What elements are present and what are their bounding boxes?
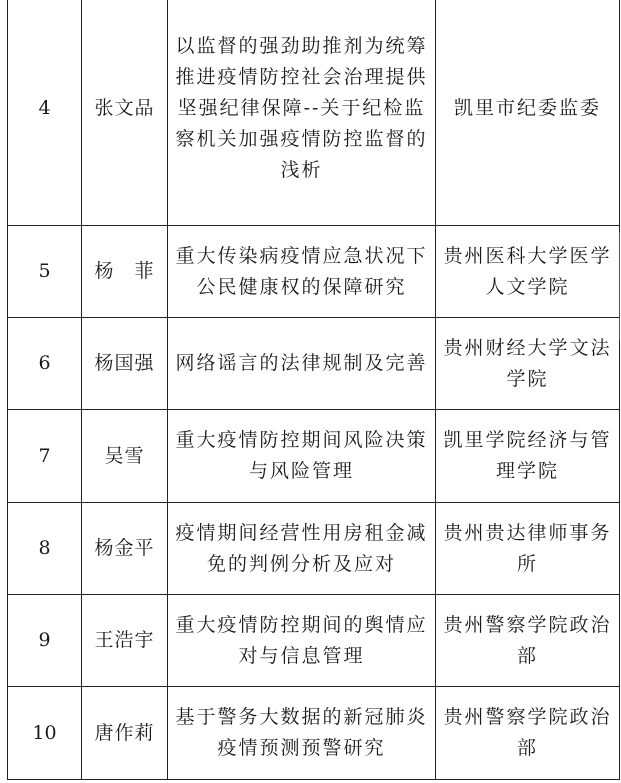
row-number: 10 <box>8 687 82 780</box>
paper-title <box>168 595 436 687</box>
row-number: 5 <box>8 226 82 318</box>
author-unit: 贵州财经大学文法学院 <box>436 318 620 410</box>
paper-title <box>168 503 436 595</box>
paper-title <box>168 226 436 318</box>
row-number: 9 <box>8 595 82 687</box>
author-unit: 凯里学院经济与管理学院 <box>436 410 620 503</box>
paper-title <box>168 0 436 226</box>
paper-title-text: 基于警务大数据的新冠肺炎疫情预测预警研究 <box>175 706 428 759</box>
author-name: 唐作莉 <box>82 687 168 780</box>
author-name: 吴雪 <box>82 410 168 503</box>
author-name: 杨金平 <box>82 503 168 595</box>
table-row <box>8 410 620 503</box>
paper-title-text: 重大传染病疫情应急状况下公民健康权的保障研究 <box>175 244 428 298</box>
paper-title-text: 重大疫情防控期间风险决策与风险管理 <box>175 429 428 482</box>
paper-title <box>168 687 436 780</box>
table-row <box>8 226 620 318</box>
author-name: 杨国强 <box>82 318 168 410</box>
scan-edge-line <box>619 232 620 340</box>
paper-title <box>168 318 436 410</box>
paper-title-text: 重大疫情防控期间的舆情应对与信息管理 <box>175 613 428 667</box>
row-number: 4 <box>8 0 82 226</box>
author-unit: 贵州警察学院政治部 <box>436 687 620 780</box>
row-number: 6 <box>8 318 82 410</box>
table-row <box>8 318 620 410</box>
author-unit: 贵州贵达律师事务所 <box>436 503 620 595</box>
paper-title-text: 以监督的强劲助推剂为统筹推进疫情防控社会治理提供坚强纪律保障--关于纪检监察机关加强疫情防控监督的浅析 <box>175 34 428 181</box>
author-unit: 贵州医科大学医学人文学院 <box>436 226 620 318</box>
table-row <box>8 0 620 226</box>
paper-title-text: 网络谣言的法律规制及完善 <box>175 352 428 374</box>
author-unit: 凯里市纪委监委 <box>436 0 620 226</box>
author-name: 杨 菲 <box>82 226 168 318</box>
table-row <box>8 503 620 595</box>
table-row <box>8 687 620 780</box>
paper-title-text: 疫情期间经营性用房租金减免的判例分析及应对 <box>175 521 428 575</box>
paper-title <box>168 410 436 503</box>
author-name: 张文品 <box>82 0 168 226</box>
table-row <box>8 595 620 687</box>
author-unit: 贵州警察学院政治部 <box>436 595 620 687</box>
row-number: 7 <box>8 410 82 503</box>
row-number: 8 <box>8 503 82 595</box>
author-name: 王浩宇 <box>82 595 168 687</box>
award-list-table <box>7 0 620 780</box>
